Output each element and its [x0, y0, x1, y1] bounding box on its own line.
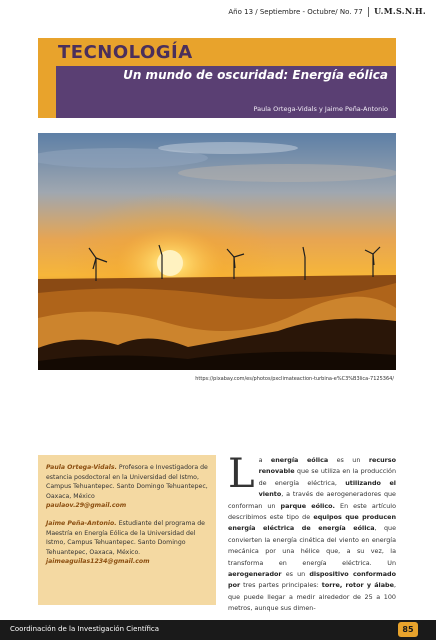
title-banner	[38, 38, 396, 118]
page-number: 85	[398, 622, 418, 637]
article-bold: utilizando el viento	[258, 478, 396, 499]
issue-info: Año 13 / Septiembre - Octubre/ No. 77	[228, 8, 363, 16]
banner-orange-edge	[38, 38, 56, 118]
article-bold: equipos que producen energía eléctrica de energía eólica	[228, 513, 396, 533]
article-text: , que puede llegar a medir alrededor de 25 a 100 metros, aunque sus dimen-	[228, 581, 396, 613]
article-bold: parque eólico.	[280, 501, 335, 510]
issue-header	[228, 6, 426, 17]
drop-cap: L	[228, 451, 255, 497]
author1-bio	[46, 463, 208, 511]
university-name: U.M.S.N.H.	[374, 6, 426, 16]
hero-photo	[38, 133, 396, 370]
article-bold: recurso renovable	[258, 456, 396, 476]
article-text: , a través de aerogeneradores que conforman un	[228, 490, 396, 510]
author2-email[interactable]: jaimeaguilas1234@gmail.com	[46, 558, 150, 566]
article-text: En este artículo describimos este tipo de	[228, 501, 396, 522]
article-title: Un mundo de oscuridad: Energía eólica	[123, 68, 388, 82]
article-authors: Paula Ortega-Vidals y Jaime Peña-Antonio	[253, 105, 388, 113]
article-body	[228, 451, 396, 615]
photo-credit: https://pixabay.com/es/photos/pxclimateaction-turbina-e%C3%B3lica-7125364/	[195, 376, 394, 382]
article-text: que se utiliza en la producción de energía eléctrica,	[258, 467, 396, 487]
author2-bio	[46, 519, 208, 567]
article-bold: torre, rotor y álabe	[321, 581, 394, 590]
article-bold: dispositivo conformado por	[228, 570, 396, 590]
article-text: a	[258, 456, 271, 464]
author2-name: Jaime Peña-Antonio.	[46, 519, 117, 527]
header-divider	[368, 7, 369, 17]
section-label: TECNOLOGÍA	[58, 42, 193, 63]
author1-text: Profesora e Investigadora de estancia posdoctoral en la Universidad del Istmo, Campus Tehuantepec. Santo Domingo Tehuantepec, Oaxaca, México	[46, 464, 208, 500]
author-bio-box	[38, 455, 216, 605]
author1-email[interactable]: paulaov.29@gmail.com	[46, 502, 127, 510]
author1-name: Paula Ortega-Vidals.	[46, 464, 117, 471]
article-text: es un	[328, 456, 369, 464]
article-bold: energía eólica	[270, 456, 329, 464]
author2-text: Estudiante del programa de Maestría en Energía Eólica de la Universidad del Istmo, Campus Tehuantepec. Santo Domingo Tehuantepec, Oaxaca, México.	[46, 519, 205, 556]
article-text: , que convierten la energía cinética del viento en energía mecánica por una hélice que, a su vez, la transforma en energía eléctrica. Un	[228, 524, 396, 567]
footer-label: Coordinación de la Investigación Científica	[10, 625, 160, 633]
article-text: tres partes principales:	[240, 581, 322, 590]
article-bold: aerogenerador	[228, 570, 282, 579]
page-footer	[0, 620, 436, 640]
article-text: es un	[281, 570, 310, 579]
sunset-turbines-image	[38, 133, 396, 370]
